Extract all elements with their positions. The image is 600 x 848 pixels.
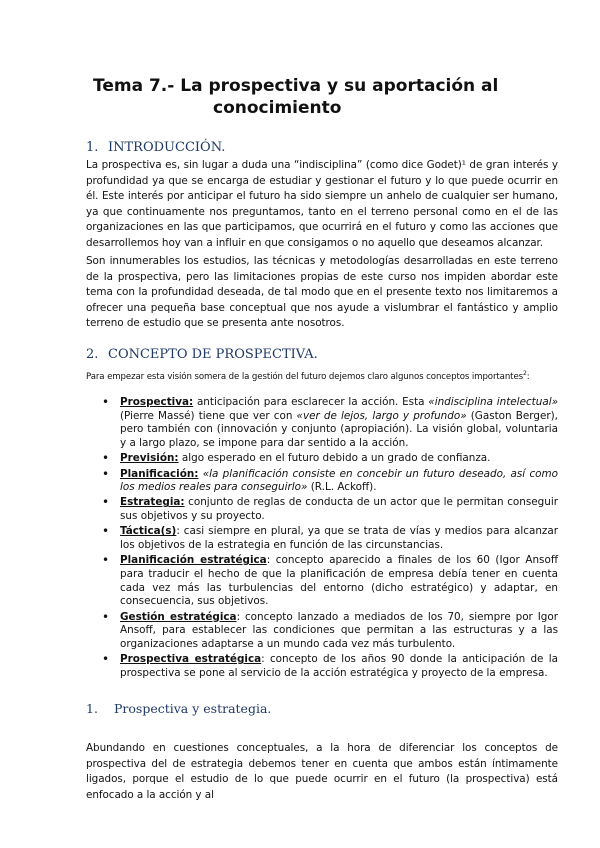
item-text: (R.L. Ackoff).: [307, 481, 377, 494]
subsection-number: 1.: [86, 701, 98, 716]
subsection-paragraph: Abundando en cuestiones conceptuales, a la hora de diferenciar los conceptos de prospectiva del de estrategia debemos tener en cuenta que ambos están íntimamente ligados, porque el estudio de lo que puede ocurrir en el futuro (la prospectiva) está enfocado a la acción y al: [86, 742, 558, 801]
term-planificacion-estrategica: Planificación estratégica: [120, 554, 267, 567]
item-text: : concepto de los años 90 donde la anticipación de la prospectiva se pone al servicio de la acción estratégica y proyecto de la empresa.: [120, 653, 558, 679]
list-item: [102, 496, 558, 523]
term-prevision: Previsión:: [120, 452, 179, 465]
item-quote: «la planificación consiste en concebir un futuro deseado, así como los medios reales para conseguirlo»: [120, 467, 558, 494]
list-item: [102, 611, 558, 652]
list-item: [102, 554, 558, 609]
term-planificacion: Planificación:: [120, 467, 199, 480]
list-item: [102, 653, 558, 680]
list-item: [102, 396, 558, 451]
term-tactica: Táctica(s): [120, 525, 177, 538]
section-2-title: CONCEPTO DE PROSPECTIVA.: [108, 347, 318, 362]
item-quote: «ver de lejos, largo y profundo»: [296, 409, 467, 422]
item-text: : casi siempre en plural, ya que se trata de vías y medios para alcanzar los objetivos de la estrategia en función de las circunstancias.: [120, 525, 558, 552]
list-item: [102, 468, 558, 495]
concepts-intro: [86, 370, 586, 382]
item-text: : concepto lanzado a mediados de los 70, siempre por Igor Ansoff, para establecer las condiciones que permitan a las estructuras y a las organizaciones adaptarse a un mundo cada vez más turbulento.: [120, 610, 559, 650]
item-text: : concepto aparecido a finales de los 60 (Igor Ansoff para traducir el hecho de que la planificación de empresa debía tener en cuenta cada vez más las turbulencias del entorno (dicho estratégico) y adaptar, en consecuencia, sus objetivos.: [120, 554, 558, 608]
term-prospectiva: Prospectiva:: [120, 396, 194, 408]
subsection-title: Prospectiva y estrategia.: [114, 701, 272, 716]
section-2-heading: [86, 347, 318, 362]
title-line-1: Tema 7.- La prospectiva y su aportación al: [93, 76, 499, 96]
item-quote: «indisciplina intelectual»: [428, 396, 558, 408]
list-item: [102, 452, 558, 466]
term-estrategia: Estrategia:: [120, 496, 185, 509]
section-2-number: 2.: [86, 347, 99, 362]
item-text: anticipación para esclarecer la acción. Esta: [193, 396, 429, 408]
item-text: (Gaston Berger), pero también con (innovación y conjunto (apropiación). La visión global, voluntaria y a largo plazo, se impone para dar sentido a la acción.: [120, 409, 558, 450]
intro-paragraph-2: Son innumerables los estudios, las técnicas y metodologías desarrolladas en este terreno de la prospectiva, pero las limitaciones propias de este curso nos impiden abordar este tema con la profundidad deseada, de tal modo que en el presente texto nos limitaremos a ofrecer una pequeña base conceptual que nos ayude a vislumbrar el fantástico y amplio terreno de estudio que se presenta ante nosotros.: [86, 255, 558, 330]
footnote-ref: 2: [523, 370, 527, 377]
term-gestion-estrategica: Gestión estratégica: [120, 610, 237, 623]
title-line-2: conocimiento: [213, 98, 342, 118]
section-1-number: 1.: [86, 140, 99, 155]
concepts-intro-text: Para empezar esta visión somera de la gestión del futuro dejemos claro algunos conceptos importantes: [86, 371, 524, 382]
subsection-heading: [86, 701, 271, 716]
list-item: [102, 525, 558, 552]
section-1-heading: [86, 140, 225, 155]
item-text: conjunto de reglas de conducta de un actor que le permitan conseguir sus objetivos y su proyecto.: [120, 496, 558, 523]
definitions-list: [102, 396, 558, 682]
section-1-title: INTRODUCCIÓN.: [108, 140, 226, 155]
item-text: algo esperado en el futuro debido a un grado de confianza.: [178, 452, 491, 465]
intro-paragraph-1: La prospectiva es, sin lugar a duda una “indisciplina” (como dice Godet)¹ de gran interés y profundidad ya que se encarga de estudiar y gestionar el futuro y lo que puede ocurrir en él. Este interés por anticipar el futuro ha sido siempre un anhelo de cualquier ser humano, ya que continuamente nos preguntamos, tanto en el terreno personal como en el de las organizaciones en las que participamos, que ocurrirá en el futuro y como las acciones que desarrollemos hoy van a influir en que consigamos o no aquello que deseamos alcanzar.: [86, 159, 558, 249]
item-text: (Pierre Massé) tiene que ver con: [120, 409, 297, 422]
concepts-intro-colon: :: [526, 371, 530, 382]
term-prospectiva-estrategica: Prospectiva estratégica: [120, 653, 262, 666]
